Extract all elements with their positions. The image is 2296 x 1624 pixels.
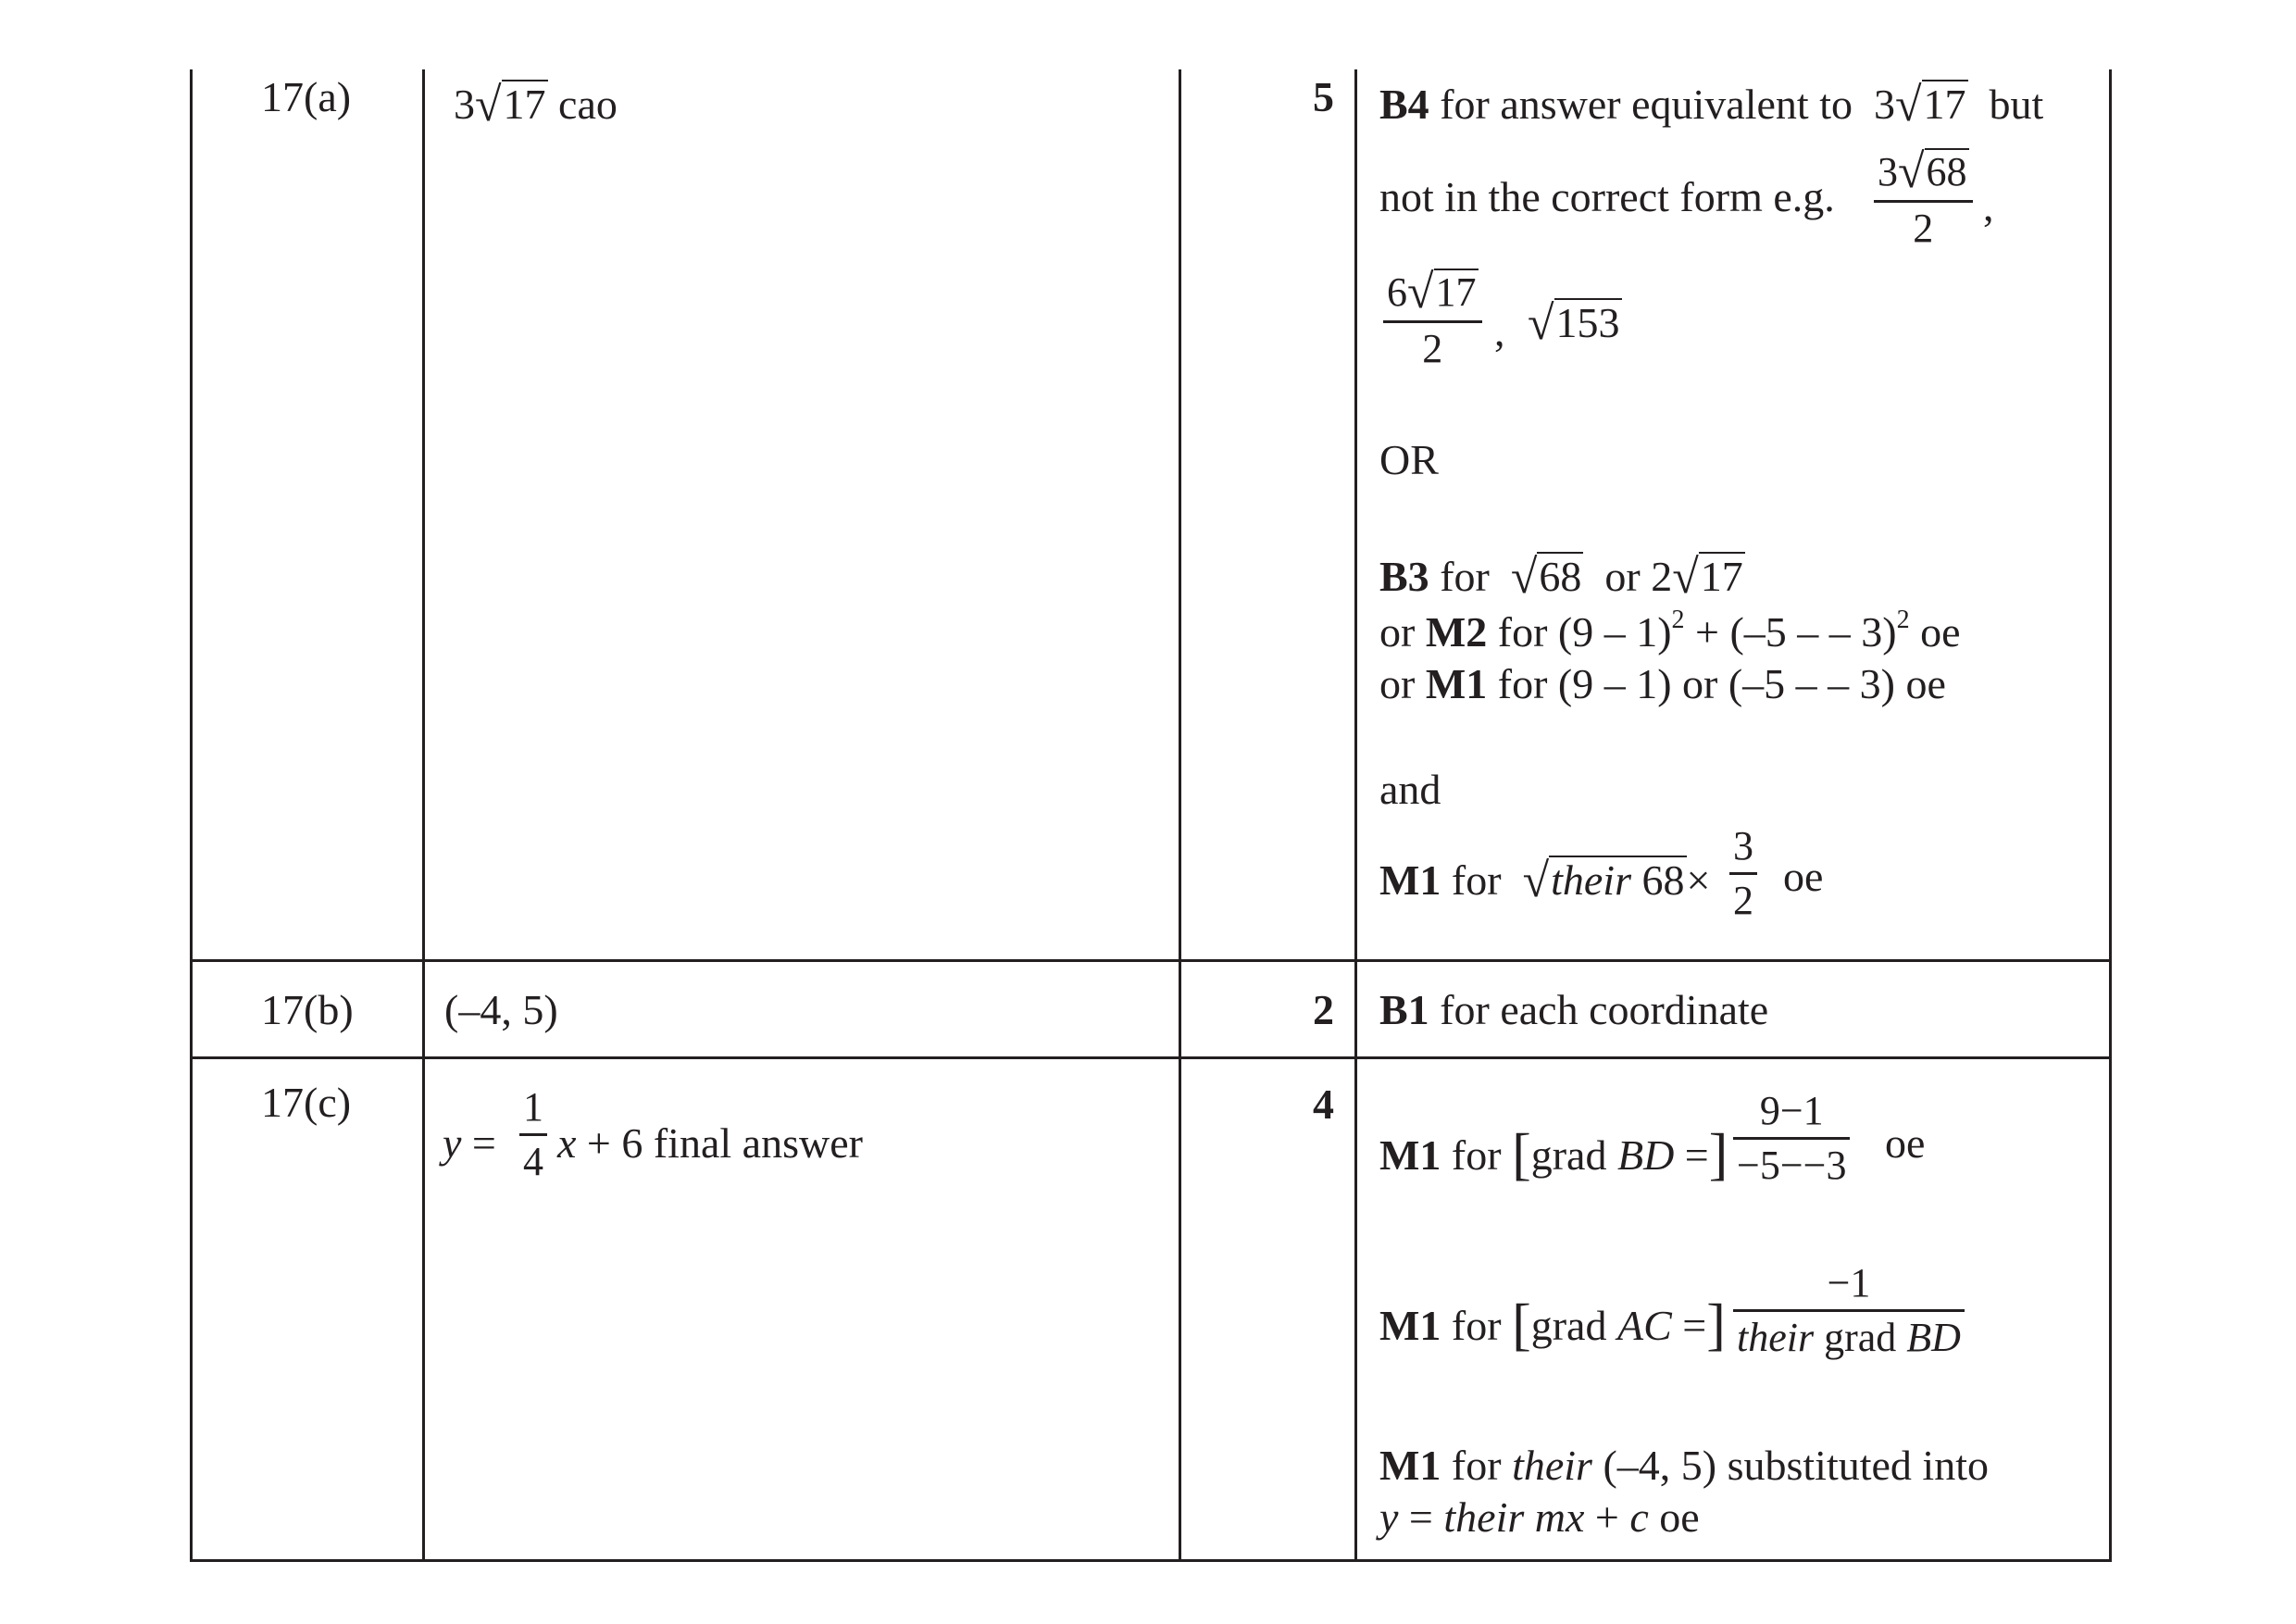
note-text: grad [1530, 1302, 1607, 1349]
sqrt-icon: √ [1528, 297, 1554, 350]
their-label: their [1443, 1493, 1525, 1541]
mark-code: M2 [1425, 608, 1488, 656]
column-divider-3 [1354, 69, 1357, 1562]
note-text: for [1451, 1131, 1502, 1179]
note-text: for [1451, 1442, 1502, 1489]
mark-value: 2 [1313, 986, 1334, 1033]
column-divider-2 [1179, 69, 1181, 1562]
variable: BD [1906, 1314, 1961, 1360]
superscript: 2 [1671, 606, 1685, 634]
their-label: their [1551, 856, 1631, 904]
plus-symbol: + [1594, 1493, 1619, 1541]
fraction-denominator: 2 [1733, 877, 1753, 923]
answer: (–4, 5) [444, 986, 558, 1033]
question-part: 17(b) [261, 986, 354, 1033]
mark-code: M1 [1379, 1442, 1441, 1489]
table-border-left [190, 69, 193, 1562]
answer-text: + 6 final answer [586, 1119, 863, 1167]
variable: mx [1534, 1493, 1585, 1541]
note-text: (–4, 5) substituted into [1603, 1442, 1989, 1489]
note-radicand: 68 [1539, 553, 1582, 600]
bracket-open-icon: [ [1512, 1293, 1531, 1356]
table-border-right [2109, 69, 2112, 1562]
mark-code: M1 [1379, 1131, 1441, 1179]
fraction-numerator: 1 [523, 1084, 543, 1130]
variable: c [1629, 1493, 1649, 1541]
note-text: but [1989, 81, 2044, 128]
answer-lhs [443, 1119, 496, 1167]
mark-value: 5 [1313, 73, 1334, 120]
fraction-numerator-radicand: 17 [1435, 269, 1477, 315]
sqrt-icon: √ [1894, 79, 1922, 131]
m1-line-2 [1379, 1493, 1700, 1541]
answer-suffix: cao [558, 81, 618, 128]
sqrt-icon: √ [1407, 266, 1434, 319]
bracket-open-icon: [ [1512, 1123, 1531, 1186]
fraction-denominator: 4 [523, 1138, 543, 1184]
example-sqrt [1528, 297, 1622, 350]
or-label: OR [1379, 436, 1439, 483]
equals-symbol: = [1684, 1131, 1709, 1179]
b1-line [1379, 986, 1769, 1033]
mark-value: 4 [1313, 1081, 1334, 1128]
fraction-numerator-coefficient: 3 [1878, 149, 1898, 194]
mark-code: B3 [1379, 553, 1429, 600]
note-text: for [1440, 553, 1490, 600]
fraction-denominator: −5−−3 [1737, 1142, 1847, 1188]
note-radicand: 17 [1700, 553, 1743, 600]
mark-code: B4 [1379, 81, 1429, 128]
b3-line [1379, 551, 1745, 604]
column-divider-1 [422, 69, 425, 1562]
fraction-denominator: 2 [1913, 205, 1934, 251]
note-radicand: 17 [1923, 81, 1966, 128]
comma: , [1494, 307, 1505, 355]
fraction-denominator: 2 [1422, 325, 1443, 371]
note-coefficient: 3 [1873, 81, 1895, 128]
note-text: grad [1530, 1131, 1607, 1179]
superscript: 2 [1896, 606, 1910, 634]
note-text: grad [1824, 1314, 1897, 1360]
fraction-bar [1383, 320, 1482, 323]
m1-line [1379, 1122, 1728, 1186]
gradient-fraction [519, 1084, 547, 1184]
note-text: for [1451, 1302, 1502, 1349]
and-label: and [1379, 766, 1441, 813]
fraction-numerator-radicand: 68 [1926, 149, 1967, 194]
variable-x: x [557, 1119, 577, 1167]
answer-coefficient: 3 [454, 81, 475, 128]
fraction-bar [1733, 1309, 1965, 1312]
row-divider-1 [190, 959, 2112, 962]
note-text: for [1451, 856, 1502, 904]
note-radicand: 153 [1555, 299, 1620, 346]
note-text: oe [1783, 853, 1824, 900]
variable-y: y [443, 1119, 462, 1167]
sqrt-icon: √ [1898, 145, 1925, 198]
mark-code: M1 [1379, 1302, 1441, 1349]
note-text: or [1379, 660, 1416, 707]
fraction-bar [1874, 200, 1973, 203]
times-symbol: × [1686, 856, 1711, 904]
equals-symbol: = [1682, 1302, 1707, 1349]
answer-radicand: 17 [503, 81, 546, 128]
m2-line [1379, 606, 1961, 656]
their-label: their [1512, 1442, 1592, 1489]
equals-symbol: = [1408, 1493, 1433, 1541]
note-text: oe [1885, 1119, 1926, 1167]
gradient-bd-fraction [1733, 1088, 1850, 1188]
note-text: or 2 [1604, 553, 1673, 600]
equals-symbol: = [471, 1119, 496, 1167]
note-text: oe [1659, 1493, 1700, 1541]
note-text: for (9 – 1) or (–5 – – 3) oe [1497, 660, 1946, 707]
m1-line [1379, 660, 1946, 707]
fraction-bar [1733, 1137, 1850, 1140]
b4-line [1379, 79, 2044, 131]
note-text: for each coordinate [1440, 986, 1769, 1033]
bracket-close-icon: ] [1706, 1293, 1726, 1356]
note-text: not in the correct form e.g. [1379, 173, 1835, 220]
m1-line [1379, 1444, 1989, 1487]
question-part: 17(a) [261, 73, 352, 120]
comma: , [1983, 182, 1994, 230]
bracket-close-icon: ] [1708, 1123, 1728, 1186]
fraction-bar [519, 1133, 547, 1136]
mark-code: M1 [1425, 660, 1488, 707]
variable-y: y [1379, 1493, 1399, 1541]
variable: BD [1616, 1131, 1675, 1179]
fraction-numerator-coefficient: 6 [1387, 269, 1407, 315]
sqrt-icon: √ [1672, 551, 1699, 604]
answer-rhs [557, 1119, 863, 1167]
multiplier-fraction [1729, 823, 1757, 923]
m1-line [1379, 855, 1711, 907]
note-text: oe [1920, 608, 1961, 656]
fraction-numerator: −1 [1827, 1260, 1871, 1305]
sqrt-icon: √ [1510, 551, 1538, 604]
example-fraction-1 [1874, 146, 1973, 249]
sqrt-icon: √ [475, 79, 502, 131]
fraction-numerator: 3 [1733, 823, 1753, 868]
fraction-bar [1729, 872, 1757, 875]
note-text: for (9 – 1) [1497, 608, 1672, 656]
note-text: for answer equivalent to [1440, 81, 1853, 128]
variable: AC [1616, 1302, 1672, 1349]
gradient-ac-fraction [1733, 1260, 1965, 1360]
question-part: 17(c) [261, 1079, 352, 1126]
note-text: or [1379, 608, 1416, 656]
row-divider-2 [190, 1056, 2112, 1059]
table-border-bottom [190, 1559, 2112, 1562]
mark-code: B1 [1379, 986, 1429, 1033]
note-radicand: 68 [1641, 856, 1685, 904]
note-text: + (–5 – – 3) [1695, 608, 1897, 656]
mark-code: M1 [1379, 856, 1441, 904]
example-fraction-2 [1383, 267, 1482, 369]
their-label: their [1737, 1314, 1815, 1360]
answer [454, 79, 618, 131]
m1-line [1379, 1293, 1726, 1356]
fraction-numerator: 9−1 [1759, 1088, 1824, 1133]
sqrt-icon: √ [1522, 855, 1550, 907]
